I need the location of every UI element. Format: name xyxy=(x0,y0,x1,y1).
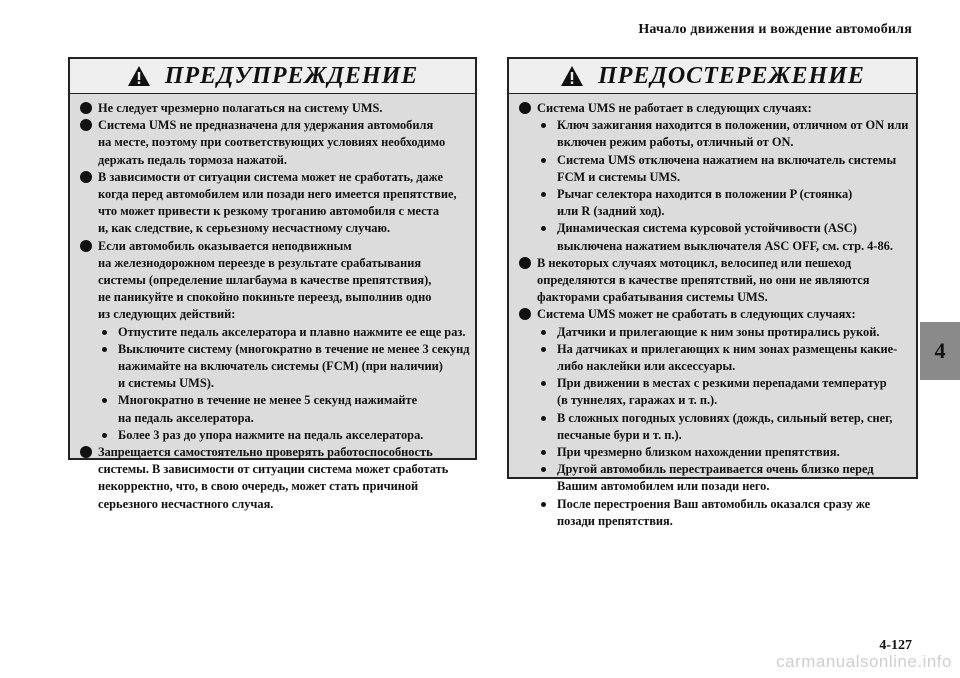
sub-bullet-text-line: FCM и системы UMS. xyxy=(557,169,681,184)
sub-bullet-dot-icon xyxy=(541,330,546,335)
sub-bullet-item xyxy=(537,375,906,409)
bullet-text-line: Запрещается самостоятельно проверять работоспособность xyxy=(98,445,433,460)
sub-bullet-text-line: на педаль акселератора. xyxy=(118,410,254,425)
bullet-text-line: Не следует чрезмерно полагаться на систему UMS. xyxy=(98,101,383,115)
bullet-text-line: и, как следствие, к серьезному несчастному случаю. xyxy=(98,221,391,236)
bullet-item xyxy=(519,255,906,307)
bullet-text-line: системы. В зависимости от ситуации система может сработать xyxy=(98,462,449,477)
page-number: 4-127 xyxy=(879,638,912,653)
sub-bullet-item xyxy=(98,324,465,341)
caution-body xyxy=(509,94,916,530)
bullet-dot-icon xyxy=(80,119,92,131)
warning-box-header xyxy=(70,59,475,94)
bullet-item xyxy=(80,100,465,117)
sub-bullet-text-line: В сложных погодных условиях (дождь, сильный ветер, снег, xyxy=(557,410,893,425)
sub-bullet-text-line: Многократно в течение не менее 5 секунд нажимайте xyxy=(118,393,418,408)
sub-bullet-text-line: позади препятствия. xyxy=(557,513,673,528)
bullet-text-line: Система UMS не работает в следующих случаях: xyxy=(537,101,812,115)
bullet-text-line: некорректно, что, в свою очередь, может стать причиной xyxy=(98,479,419,494)
sub-bullet-item xyxy=(537,186,906,220)
bullet-text-line: Если автомобиль оказывается неподвижным xyxy=(98,238,352,253)
sub-bullet-text-line: нажимайте на включатель системы (FCM) (при наличии) xyxy=(118,359,443,374)
caution-box-header xyxy=(509,59,916,94)
bullet-item xyxy=(80,238,470,444)
bullet-text-line: В некоторых случаях мотоцикл, велосипед или пешеход xyxy=(537,255,852,270)
bullet-text-line: серьезного несчастного случая. xyxy=(98,496,274,511)
bullet-item xyxy=(80,444,465,513)
sub-bullet-text-line: При движении в местах с резкими перепадами температур xyxy=(557,376,887,391)
sub-bullet-text-line: Система UMS отключена нажатием на включатель системы xyxy=(557,152,897,167)
bullet-dot-icon xyxy=(80,171,92,183)
bullet-text-line: системы (определение шлагбаума в качестве препятствия), xyxy=(98,273,432,288)
sub-bullet-item xyxy=(537,496,906,530)
sub-bullet-item xyxy=(537,220,906,254)
warning-title: ПРЕДУПРЕЖДЕНИЕ xyxy=(164,62,419,89)
bullet-dot-icon xyxy=(519,102,531,114)
sub-bullet-item xyxy=(537,461,906,495)
bullet-text-line: из следующих действий: xyxy=(98,307,236,322)
sub-bullet-item xyxy=(537,324,906,341)
sub-bullet-item xyxy=(98,341,470,393)
sub-bullet-text-line: Датчики и прилегающие к ним зоны протирались рукой. xyxy=(557,324,880,339)
sub-bullet-item xyxy=(98,427,465,444)
chapter-tab: 4 xyxy=(920,322,960,380)
bullet-item xyxy=(519,306,906,530)
bullet-text-line: на железнодорожном переезде в результате срабатывания xyxy=(98,255,422,270)
bullet-text-line: В зависимости от ситуации система может не сработать, даже xyxy=(98,169,443,184)
sub-bullet-dot-icon xyxy=(102,398,107,403)
bullet-dot-icon xyxy=(519,257,531,269)
sub-bullet-item xyxy=(537,444,906,461)
bullet-dot-icon xyxy=(80,102,92,114)
sub-bullet-text-line: Другой автомобиль перестраивается очень близко перед xyxy=(557,462,874,477)
sub-bullet-text-line: или R (задний ход). xyxy=(557,204,665,219)
caution-title: ПРЕДОСТЕРЕЖЕНИЕ xyxy=(598,62,865,89)
bullet-dot-icon xyxy=(80,446,92,458)
warning-body xyxy=(70,94,475,513)
sub-bullet-text-line: Ключ зажигания находится в положении, отличном от ON или xyxy=(557,118,909,133)
sub-bullet-dot-icon xyxy=(541,381,546,386)
sub-bullet-dot-icon xyxy=(102,433,107,438)
bullet-text-line: когда перед автомобилем или позади него имеется препятствие, xyxy=(98,187,457,202)
sub-bullet-dot-icon xyxy=(541,123,546,128)
bullet-item xyxy=(519,100,909,255)
sub-bullet-text-line: выключена нажатием выключателя ASC OFF, см. стр. 4-86. xyxy=(557,238,893,253)
sub-bullet-text-line: Динамическая система курсовой устойчивости (ASC) xyxy=(557,221,857,236)
bullet-text-line: что может привести к резкому троганию автомобиля с места xyxy=(98,204,440,219)
sub-bullet-text-line: включен режим работы, отличный от ON. xyxy=(557,135,794,150)
sub-bullet-text-line: На датчиках и прилегающих к ним зонах размещены какие- xyxy=(557,341,898,356)
warning-triangle-icon xyxy=(127,65,151,87)
sub-bullet-item xyxy=(537,410,906,444)
sub-bullet-dot-icon xyxy=(541,347,546,352)
sub-bullet-text-line: песчаные бури и т. п.). xyxy=(557,427,682,442)
sub-bullet-item xyxy=(98,392,465,426)
bullet-text-line: Система UMS не предназначена для удержания автомобиля xyxy=(98,118,434,133)
sub-bullet-dot-icon xyxy=(541,416,546,421)
sub-bullet-text-line: Более 3 раз до упора нажмите на педаль акселератора. xyxy=(118,427,424,442)
bullet-text-line: не паникуйте и спокойно покиньте переезд, выполнив одно xyxy=(98,290,432,305)
bullet-text-line: на месте, поэтому при соответствующих условиях необходимо xyxy=(98,135,446,150)
sub-bullet-dot-icon xyxy=(541,502,546,507)
sub-bullet-text-line: (в туннелях, гаражах и т. п.). xyxy=(557,393,718,408)
sub-bullet-item xyxy=(537,341,906,375)
bullet-item xyxy=(80,117,465,169)
warning-box xyxy=(68,57,477,511)
sub-bullet-dot-icon xyxy=(541,158,546,163)
sub-bullet-item xyxy=(537,152,906,186)
sub-bullet-text-line: Отпустите педаль акселератора и плавно нажмите ее еще раз. xyxy=(118,324,466,339)
bullet-dot-icon xyxy=(80,240,92,252)
caution-box xyxy=(507,57,918,528)
sub-bullet-text-line: Выключите систему (многократно в течение не менее 3 секунд xyxy=(118,341,470,356)
page-header: Начало движения и вождение автомобиля xyxy=(638,22,912,37)
sub-bullet-text-line: либо наклейки или аксессуары. xyxy=(557,359,736,374)
sub-bullet-text-line: После перестроения Ваш автомобиль оказался сразу же xyxy=(557,496,871,511)
bullet-text-line: определяются в качестве препятствий, но они не являются xyxy=(537,273,870,288)
bullet-dot-icon xyxy=(519,308,531,320)
bullet-text-line: факторами срабатывания системы UMS. xyxy=(537,290,768,305)
sub-bullet-item xyxy=(537,117,909,151)
sub-bullet-dot-icon xyxy=(541,226,546,231)
sub-bullet-text-line: и системы UMS). xyxy=(118,376,214,391)
bullet-item xyxy=(80,169,465,238)
sub-bullet-dot-icon xyxy=(102,347,107,352)
sub-bullet-dot-icon xyxy=(541,467,546,472)
bullet-text-line: держать педаль тормоза нажатой. xyxy=(98,152,288,167)
sub-bullet-dot-icon xyxy=(541,450,546,455)
sub-bullet-dot-icon xyxy=(541,192,546,197)
caution-triangle-icon xyxy=(560,65,584,87)
sub-bullet-text-line: При чрезмерно близком нахождении препятствия. xyxy=(557,445,840,460)
sub-bullet-text-line: Вашим автомобилем или позади него. xyxy=(557,479,770,494)
sub-bullet-dot-icon xyxy=(102,330,107,335)
sub-bullet-text-line: Рычаг селектора находится в положении P (стоянка) xyxy=(557,187,853,202)
watermark: carmanualsonline.info xyxy=(776,652,952,671)
bullet-text-line: Система UMS может не сработать в следующих случаях: xyxy=(537,307,856,322)
